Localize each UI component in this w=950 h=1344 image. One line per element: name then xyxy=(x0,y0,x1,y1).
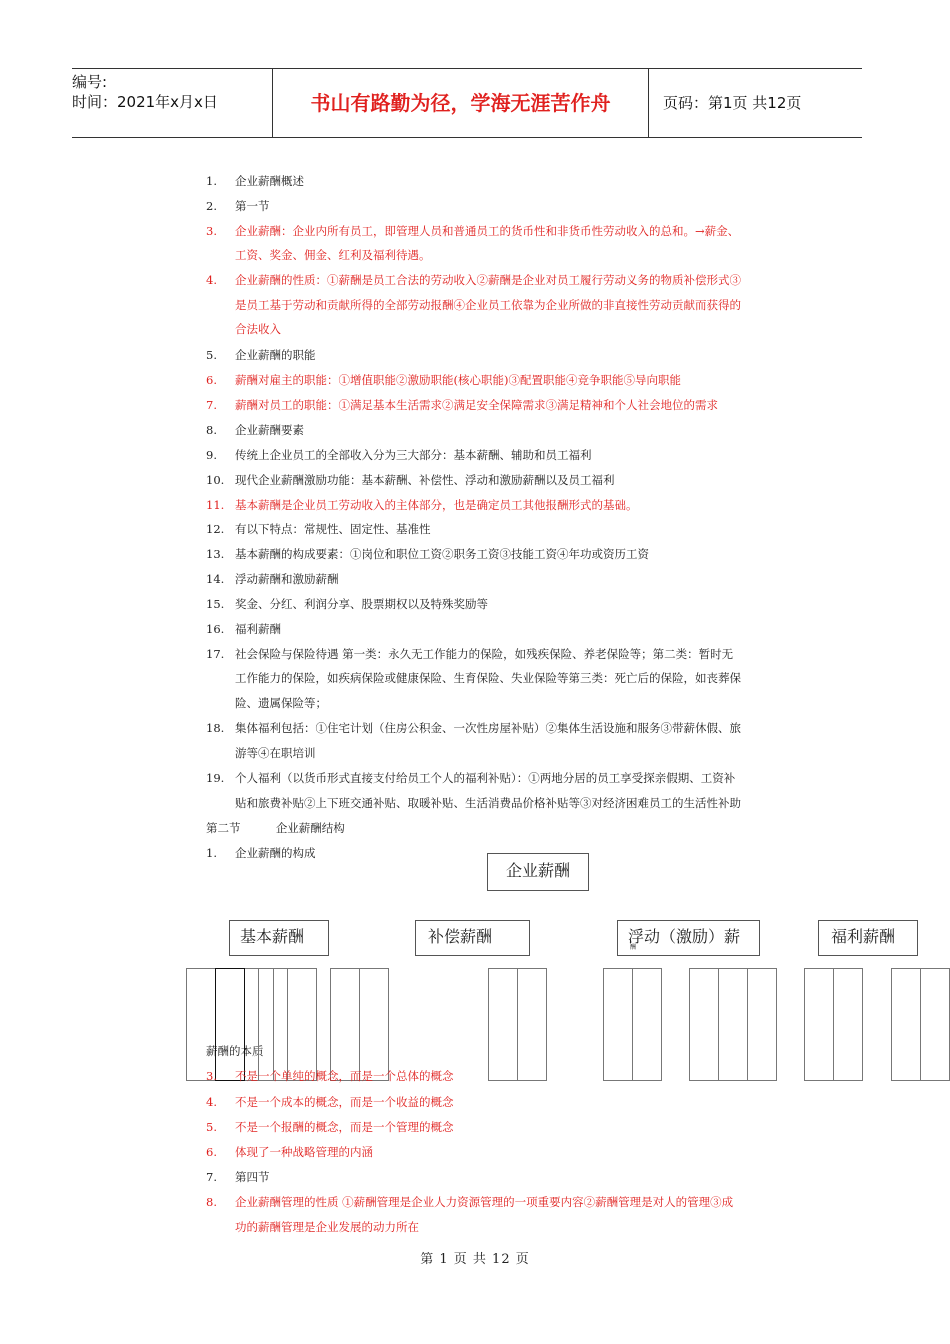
item-text: 有以下特点：常规性、固定性、基准性 xyxy=(235,522,431,536)
header-page-label xyxy=(655,69,862,137)
diagram-leaf-column xyxy=(747,968,777,1081)
item-text: 基本薪酬的构成要素：①岗位和职位工资②职务工资③技能工资④年功或资历工资 xyxy=(235,547,649,561)
item-text: 现代企业薪酬激励功能：基本薪酬、补偿性、浮动和激励薪酬以及员工福利 xyxy=(235,473,615,487)
item-text: 薪酬对雇主的职能：①增值职能②激励职能(核心职能)③配置职能④竞争职能⑤导向职能 xyxy=(235,373,681,387)
item-text: 功的薪酬管理是企业发展的动力所在 xyxy=(235,1220,419,1234)
item-text: 工资、奖金、佣金、红利及福利待遇。 xyxy=(235,248,431,262)
section-title: 企业薪酬结构 xyxy=(275,821,345,835)
item-text: 第一节 xyxy=(235,199,270,213)
page-footer: 第 1 页 共 12 页 xyxy=(420,1252,530,1267)
diagram-node-welfare: 福利薪酬 xyxy=(818,920,918,956)
diagram-leaf-column xyxy=(517,968,547,1081)
item-text: 社会保险与保险待遇 第一类：永久无工作能力的保险，如残疾保险、养老保险等；第二类：暂时无 xyxy=(235,647,734,661)
diagram-leaf-column xyxy=(287,968,317,1081)
item-number: 3. xyxy=(206,1069,217,1083)
item-text: 游等④在职培训 xyxy=(235,746,316,760)
item-number: 9. xyxy=(206,448,217,462)
item-text: 福利薪酬 xyxy=(235,622,281,636)
diagram-leaf-column xyxy=(632,968,662,1081)
header-meta xyxy=(72,69,272,140)
diagram-overflow-fragment: 酬 xyxy=(630,944,637,951)
section-label: 第二节 xyxy=(206,821,241,835)
item-number: 3. xyxy=(206,224,217,238)
item-number: 17. xyxy=(206,647,225,661)
item-text: 薪酬的本质 xyxy=(206,1044,264,1058)
diagram-leaf-column xyxy=(689,968,719,1081)
item-number: 19. xyxy=(206,771,225,785)
number-label: 编号: xyxy=(72,73,108,91)
diagram-node-incentive-label: 浮动（激励）薪 xyxy=(628,927,741,946)
diagram-leaf-column xyxy=(488,968,518,1081)
item-number: 8. xyxy=(206,423,217,437)
item-text: 贴和旅费补贴②上下班交通补贴、取暖补贴、生活消费品价格补贴等③对经济困难员工的生活性补助 xyxy=(235,796,741,810)
item-number: 5. xyxy=(206,348,217,362)
item-number: 12. xyxy=(206,522,225,536)
item-number: 15. xyxy=(206,597,225,611)
diagram-node-incentive xyxy=(617,920,760,956)
item-number: 2. xyxy=(206,199,217,213)
page-header xyxy=(72,68,862,138)
diagram-leaf-column xyxy=(603,968,633,1081)
item-text: 不是一个报酬的概念，而是一个管理的概念 xyxy=(235,1120,454,1134)
page-label: 页码：第1页 共12页 xyxy=(663,94,802,112)
item-text: 险、遗属保险等； xyxy=(235,696,327,710)
item-text: 工作能力的保险，如疾病保险或健康保险、生育保险、失业保险等第三类：死亡后的保险，如丧葬保 xyxy=(235,671,741,685)
diagram-leaf-column xyxy=(891,968,921,1081)
item-text: 企业薪酬的性质：①薪酬是员工合法的劳动收入②薪酬是企业对员工履行劳动义务的物质补偿形式③ xyxy=(235,273,741,287)
item-text: 企业薪酬管理的性质 ①薪酬管理是企业人力资源管理的一项重要内容②薪酬管理是对人的管理③成 xyxy=(235,1195,734,1209)
item-number: 1. xyxy=(206,846,217,860)
item-text: 体现了一种战略管理的内涵 xyxy=(235,1145,373,1159)
item-number: 13. xyxy=(206,547,225,561)
diagram-node-basic: 基本薪酬 xyxy=(229,920,329,956)
item-text: 企业薪酬的职能 xyxy=(235,348,316,362)
item-text: 合法收入 xyxy=(235,322,281,336)
item-number: 8. xyxy=(206,1195,217,1209)
item-number: 7. xyxy=(206,1170,217,1184)
diagram-leaf-column xyxy=(920,968,950,1081)
item-number: 18. xyxy=(206,721,225,735)
item-number: 10. xyxy=(206,473,225,487)
item-text: 传统上企业员工的全部收入分为三大部分：基本薪酬、辅助和员工福利 xyxy=(235,448,592,462)
item-number: 6. xyxy=(206,1145,217,1159)
item-number: 4. xyxy=(206,1095,217,1109)
item-text: 企业薪酬概述 xyxy=(235,174,304,188)
item-number: 7. xyxy=(206,398,217,412)
item-text: 集体福利包括：①住宅计划（住房公积金、一次性房屋补贴）②集体生活设施和服务③带薪休假、旅 xyxy=(235,721,741,735)
item-text: 是员工基于劳动和贡献所得的全部劳动报酬④企业员工依靠为企业所做的非直接性劳动贡献而获得的 xyxy=(235,298,741,312)
item-text: 薪酬对员工的职能：①满足基本生活需求②满足安全保障需求③满足精神和个人社会地位的需求 xyxy=(235,398,718,412)
diagram-leaf-column xyxy=(258,968,288,1081)
item-text: 企业薪酬的构成 xyxy=(235,846,316,860)
diagram-leaf-column xyxy=(804,968,834,1081)
diagram-root: 企业薪酬 xyxy=(487,853,589,891)
item-number: 6. xyxy=(206,373,217,387)
item-text: 浮动薪酬和激励薪酬 xyxy=(235,572,339,586)
section-heading xyxy=(206,820,345,836)
diagram-leaf-column xyxy=(330,968,360,1081)
header-motto: 书山有路勤为径，学海无涯苦作舟 xyxy=(272,69,649,137)
item-number: 1. xyxy=(206,174,217,188)
item-text: 企业薪酬：企业内所有员工，即管理人员和普通员工的货币性和非货币性劳动收入的总和。→薪金、 xyxy=(235,224,740,238)
item-text: 个人福利（以货币形式直接支付给员工个人的福利补贴）：①两地分居的员工享受探亲假期、工资补 xyxy=(235,771,736,785)
item-number: 4. xyxy=(206,273,217,287)
item-text: 基本薪酬是企业员工劳动收入的主体部分，也是确定员工其他报酬形式的基础。 xyxy=(235,498,638,512)
diagram-leaf-column xyxy=(359,968,389,1081)
item-text: 奖金、分红、利润分享、股票期权以及特殊奖励等 xyxy=(235,597,488,611)
time-label: 时间：2021年x月x日 xyxy=(72,93,218,111)
item-text: 不是一个单纯的概念，而是一个总体的概念 xyxy=(235,1069,454,1083)
item-number: 16. xyxy=(206,622,225,636)
item-number: 14. xyxy=(206,572,225,586)
diagram-leaf-column-selected xyxy=(215,968,245,1081)
item-text: 企业薪酬要素 xyxy=(235,423,304,437)
diagram-leaf-column xyxy=(718,968,748,1081)
item-number: 11. xyxy=(206,498,225,512)
item-text: 第四节 xyxy=(235,1170,270,1184)
diagram-leaf-column xyxy=(833,968,863,1081)
item-text: 不是一个成本的概念，而是一个收益的概念 xyxy=(235,1095,454,1109)
diagram-leaf-column xyxy=(186,968,216,1081)
diagram-node-compensation: 补偿薪酬 xyxy=(415,920,530,956)
item-number: 5. xyxy=(206,1120,217,1134)
